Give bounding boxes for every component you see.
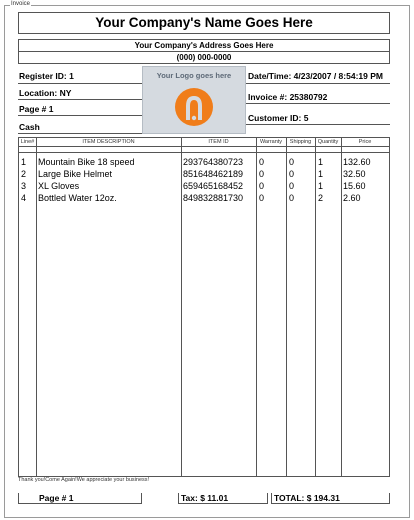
row-price: 132.60: [343, 157, 371, 167]
row-warranty: 0: [259, 157, 265, 167]
row-quantity: 2: [318, 193, 324, 203]
col-header-warranty: Warranty: [259, 139, 283, 145]
row-item-id: 293764380723: [183, 157, 244, 167]
date-time-underline: [246, 83, 390, 84]
row-quantity: 1: [318, 169, 324, 179]
row-item-id: 851648462189: [183, 169, 244, 179]
horseshoe-logo-icon: [169, 82, 221, 132]
payment-method-underline: [18, 133, 142, 134]
row-shipping: 0: [289, 169, 295, 179]
page-number: Page # 1: [19, 104, 54, 114]
col-divider: [181, 138, 182, 476]
date-time: Date/Time: 4/23/2007 / 8:54:19 PM: [248, 71, 383, 81]
company-name: Your Company's Name Goes Here: [18, 12, 390, 34]
row-quantity: 1: [318, 181, 324, 191]
customer-id: Customer ID: 5: [248, 113, 309, 123]
row-shipping: 0: [289, 193, 295, 203]
items-table: [18, 137, 390, 477]
row-quantity: 1: [318, 157, 324, 167]
table-header-rule-2: [19, 152, 389, 153]
col-header-line: Line#: [20, 139, 35, 145]
logo-text: Your Logo goes here: [156, 71, 232, 80]
invoice-number-underline: [246, 103, 390, 104]
col-header-shipping: Shipping: [289, 139, 312, 145]
row-shipping: 0: [289, 181, 295, 191]
row-item-id: 659465168452: [183, 181, 244, 191]
row-description: XL Gloves: [38, 181, 80, 191]
register-id-underline: [18, 83, 142, 84]
invoice-frame-label: Invoice: [11, 1, 31, 7]
row-item-id: 849832881730: [183, 193, 244, 203]
customer-id-underline: [246, 124, 390, 125]
footer-page-number: Page # 1: [18, 493, 142, 504]
col-divider: [315, 138, 316, 476]
payment-method: Cash: [19, 122, 40, 132]
tax-amount: Tax: $ 11.01: [178, 493, 268, 504]
col-divider: [286, 138, 287, 476]
col-header-item-id: ITEM ID: [208, 139, 229, 145]
row-description: Mountain Bike 18 speed: [38, 157, 135, 167]
row-warranty: 0: [259, 181, 265, 191]
row-line: 1: [21, 157, 27, 167]
row-line: 3: [21, 181, 27, 191]
col-divider: [36, 138, 37, 476]
row-description: Large Bike Helmet: [38, 169, 113, 179]
col-header-price: Price: [358, 139, 372, 145]
row-shipping: 0: [289, 157, 295, 167]
row-price: 32.50: [343, 169, 366, 179]
row-line: 2: [21, 169, 27, 179]
total-amount: TOTAL: $ 194.31: [271, 493, 390, 504]
page-number-underline: [18, 115, 142, 116]
logo-placeholder: [142, 66, 246, 134]
invoice-number: Invoice #: 25380792: [248, 92, 328, 102]
row-line: 4: [21, 193, 27, 203]
company-phone: (000) 000-0000: [18, 51, 390, 64]
col-header-description: ITEM DESCRIPTION: [82, 139, 135, 145]
company-address: Your Company's Address Goes Here: [18, 39, 390, 51]
row-price: 2.60: [343, 193, 361, 203]
location: Location: NY: [19, 88, 72, 98]
row-warranty: 0: [259, 169, 265, 179]
location-underline: [18, 99, 142, 100]
row-price: 15.60: [343, 181, 366, 191]
thank-you-note: Thank you!Come Again!We appreciate your business!: [18, 477, 150, 483]
col-divider: [256, 138, 257, 476]
row-warranty: 0: [259, 193, 265, 203]
register-id: Register ID: 1: [19, 71, 74, 81]
col-divider: [341, 138, 342, 476]
row-description: Bottled Water 12oz.: [38, 193, 117, 203]
col-header-quantity: Quantity: [317, 139, 339, 145]
table-header-rule: [19, 146, 389, 147]
